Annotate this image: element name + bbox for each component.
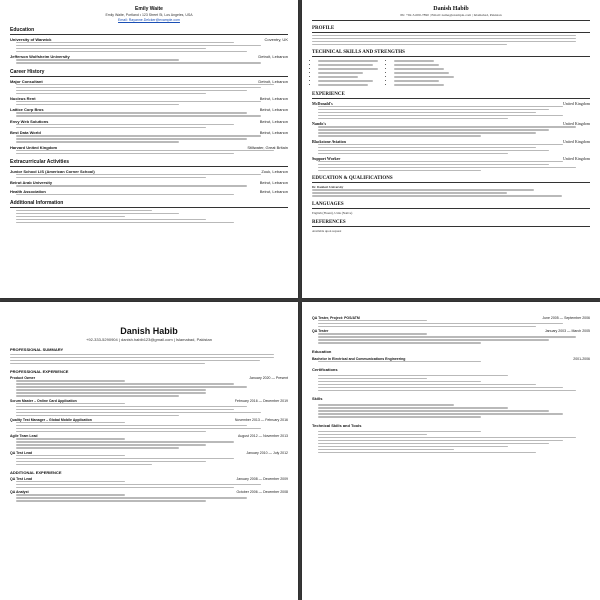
text-line	[16, 62, 261, 63]
text-line	[16, 104, 179, 105]
section-title: ADDITIONAL EXPERIENCE	[10, 470, 62, 476]
paragraph	[318, 320, 590, 327]
skills-list-left	[312, 59, 378, 87]
paragraph	[318, 333, 590, 343]
resume-page-bottom-right	[302, 302, 600, 600]
career-section	[10, 69, 288, 154]
paragraph	[16, 135, 288, 142]
text-line	[10, 357, 274, 358]
experience-section	[312, 92, 590, 171]
section-title: PROFESSIONAL EXPERIENCE	[10, 369, 69, 375]
employer-location: Stillwater, Great Britain	[247, 144, 288, 150]
job-dates: June 2005 — September 2006	[542, 316, 590, 320]
text-line	[312, 189, 534, 190]
text-line	[318, 381, 481, 382]
job-employer: McDonald's	[312, 100, 333, 106]
paragraph	[318, 106, 590, 119]
text-line	[16, 422, 125, 423]
text-line	[318, 323, 563, 324]
section-title: EXPERIENCE	[312, 92, 590, 99]
certifications-section	[312, 367, 590, 391]
education-section	[312, 176, 590, 196]
job-title: QA Test Lead	[10, 450, 33, 455]
text-line	[16, 101, 261, 102]
paragraph	[16, 403, 288, 416]
section-title: Education	[312, 348, 332, 354]
paragraph	[318, 404, 590, 417]
text-line	[16, 153, 234, 154]
text-line	[16, 112, 247, 113]
activity-location: Beirut, Lebanon	[259, 180, 288, 186]
text-line	[394, 72, 449, 73]
text-line	[16, 500, 206, 501]
paragraph	[16, 210, 288, 223]
text-line	[318, 326, 536, 327]
section-title: Career History	[10, 69, 288, 77]
experience-section	[10, 369, 288, 465]
paragraph	[318, 126, 590, 136]
resume-page-top-right	[302, 0, 600, 298]
text-line	[16, 138, 247, 139]
paragraph	[16, 174, 288, 178]
text-line	[16, 447, 179, 448]
technical-skills-section	[312, 423, 590, 453]
text-line	[318, 443, 549, 444]
education-section	[312, 349, 590, 362]
text-line	[318, 144, 563, 145]
text-line	[16, 115, 261, 116]
resume-page-bottom-left	[0, 302, 298, 600]
text-line	[16, 127, 206, 128]
paragraph	[16, 455, 288, 465]
text-line	[318, 135, 481, 136]
job-title: Product Owner	[10, 376, 36, 381]
text-line	[16, 389, 206, 390]
activity-location: Beirut, Lebanon	[259, 188, 288, 194]
extracurricular-section	[10, 159, 288, 195]
text-line	[318, 153, 508, 154]
contact-line: Emily Waite, Portland • 123 Street St, Los Angeles, USA	[105, 13, 193, 17]
text-line	[16, 185, 247, 186]
text-line	[318, 375, 508, 376]
text-line	[318, 126, 576, 127]
text-line	[318, 387, 563, 388]
employer-location: Beirut, Lebanon	[259, 96, 288, 102]
text-line	[16, 45, 261, 46]
text-line	[394, 76, 454, 77]
education-section	[10, 27, 288, 64]
text-line	[318, 129, 549, 130]
text-line	[318, 431, 481, 432]
text-line	[318, 112, 536, 113]
text-line	[318, 150, 549, 151]
text-line	[16, 380, 125, 381]
text-line	[318, 336, 576, 337]
job-title: QA Analyst	[10, 490, 29, 495]
employer-name: Lattice Corp Bros	[10, 107, 44, 113]
job-location: United Kingdom	[563, 121, 590, 127]
text-line	[16, 87, 261, 88]
section-title: PROFILE	[312, 26, 590, 33]
text-line	[10, 360, 260, 361]
languages-value: English (Fluent), Urdu (Native)	[312, 210, 353, 215]
text-line	[318, 361, 481, 362]
section-title: TECHNICAL SKILLS AND STRENGTHS	[312, 50, 590, 57]
text-line	[16, 461, 206, 462]
paragraph	[16, 194, 288, 195]
section-title: Additional Information	[10, 200, 288, 208]
job-location: United Kingdom	[563, 138, 590, 144]
text-line	[318, 115, 563, 116]
text-line	[318, 147, 536, 148]
text-line	[318, 342, 481, 343]
text-line	[318, 440, 563, 441]
text-line	[16, 59, 179, 60]
additional-section	[10, 200, 288, 223]
text-line	[16, 444, 206, 445]
text-line	[16, 415, 179, 416]
summary-section	[10, 347, 288, 364]
contact-line: +92-333-5290904 | danish.habib123@gmail.com | Islamabad, Pakistan	[86, 337, 212, 342]
employer-name: Best Data World	[10, 130, 41, 136]
text-line	[318, 413, 563, 414]
paragraph	[318, 161, 590, 171]
text-line	[318, 72, 363, 73]
school-name: University of Warwick	[10, 37, 52, 42]
text-line	[16, 406, 247, 407]
text-line	[16, 177, 206, 178]
paragraph	[16, 494, 288, 501]
paragraph	[16, 422, 288, 432]
text-line	[318, 416, 481, 417]
employer-name: Nucleus Rent	[10, 96, 36, 102]
text-line	[318, 60, 378, 61]
text-line	[16, 51, 247, 52]
text-line	[16, 48, 206, 49]
text-line	[16, 428, 261, 429]
text-line	[318, 339, 549, 340]
text-line	[318, 384, 536, 385]
text-line	[16, 481, 125, 482]
section-title: Technical Skills and Tools	[312, 422, 362, 428]
job-location: United Kingdom	[563, 100, 590, 106]
activity-name: Health Association	[10, 188, 46, 194]
text-line	[318, 84, 368, 85]
text-line	[16, 438, 125, 439]
text-line	[394, 60, 434, 61]
section-title: Skills	[312, 396, 323, 402]
text-line	[312, 38, 576, 39]
text-line	[312, 41, 576, 42]
languages-section	[312, 202, 590, 215]
employer-name: Envy Web Solutions	[10, 118, 49, 124]
text-line	[16, 392, 206, 393]
activity-location: Zouk, Lebanon	[261, 168, 288, 174]
text-line	[16, 484, 261, 485]
divider	[312, 20, 590, 21]
text-line	[318, 320, 427, 321]
paragraph	[318, 144, 590, 154]
resume-name: Emily Waite	[135, 6, 163, 12]
text-line	[394, 80, 439, 81]
text-line	[16, 458, 234, 459]
additional-experience-section	[10, 470, 288, 502]
text-line	[318, 390, 576, 391]
paragraph	[16, 185, 288, 186]
job-title: QA Tester	[312, 329, 329, 334]
section-title: LANGUAGES	[312, 202, 590, 209]
section-title: Education	[10, 27, 288, 35]
degree-dates: 2001-2006	[573, 356, 590, 361]
text-line	[318, 449, 454, 450]
text-line	[16, 174, 261, 175]
text-line	[312, 44, 507, 45]
resume-name: Danish Habib	[120, 326, 178, 336]
text-line	[318, 68, 378, 69]
text-line	[16, 42, 234, 43]
paragraph	[16, 112, 288, 116]
text-line	[318, 132, 536, 133]
degree-name: Bachelor in Electrical and Communications Engineering	[312, 356, 406, 361]
section-title: Extracurricular Activities	[10, 159, 288, 167]
text-line	[16, 150, 274, 151]
text-line	[318, 333, 427, 334]
text-line	[318, 434, 427, 435]
section-title: EDUCATION & QUALIFICATIONS	[312, 176, 590, 183]
paragraph	[318, 375, 590, 391]
activity-name: Junior School LIS (American Corner School)	[10, 168, 95, 174]
school-location: Coventry, UK	[264, 37, 288, 42]
text-line	[318, 407, 508, 408]
paragraph	[16, 438, 288, 448]
text-line	[318, 167, 576, 168]
job-title: Quality Test Manager – Global Mobile Application	[10, 417, 92, 422]
text-line	[16, 219, 206, 220]
paragraph	[16, 84, 288, 94]
paragraph	[16, 481, 288, 488]
skills-list-right	[388, 59, 454, 87]
resume-page-top-left	[0, 0, 298, 298]
paragraph	[16, 42, 288, 52]
text-line	[16, 213, 179, 214]
paragraph	[318, 431, 590, 453]
text-line	[16, 403, 125, 404]
text-line	[318, 161, 563, 162]
text-line	[16, 441, 234, 442]
text-line	[394, 64, 439, 65]
paragraph	[16, 380, 288, 396]
text-line	[318, 164, 549, 165]
job-employer: Nando's	[312, 121, 327, 127]
text-line	[16, 383, 234, 384]
text-line	[16, 455, 125, 456]
section-title: PROFESSIONAL SUMMARY	[10, 347, 64, 352]
text-line	[16, 216, 125, 217]
skills-section	[312, 50, 590, 87]
text-line	[16, 412, 261, 413]
references-section	[312, 220, 590, 233]
job-location: United Kingdom	[563, 155, 590, 161]
text-line	[312, 192, 507, 193]
job-dates: October 2006 — December 2008	[236, 490, 288, 495]
text-line	[318, 378, 427, 379]
text-line	[318, 106, 563, 107]
section-title: Certifications	[312, 367, 338, 373]
job-dates: February 2016 — December 2019	[234, 398, 288, 403]
job-employer: Blackstone Aviation	[312, 138, 346, 144]
text-line	[10, 354, 274, 355]
section-title: REFERENCES	[312, 220, 590, 227]
paragraph	[16, 59, 288, 63]
job-dates: January 2003 — March 2005	[544, 329, 590, 334]
employer-location: Beirut, Lebanon	[259, 118, 288, 124]
job-title: QA Tester, Project: POS/ATM	[312, 316, 360, 320]
text-line	[318, 76, 358, 77]
job-title: Scrum Master – Online Card Application	[10, 398, 77, 403]
job-employer: Support Worker	[312, 155, 341, 161]
paragraph	[312, 35, 590, 45]
text-line	[16, 141, 179, 142]
paragraph	[16, 101, 288, 105]
email-link[interactable]: Email: Rayanne.Delcker@example.com	[118, 18, 180, 22]
text-line	[16, 124, 234, 125]
employer-location: Beirut, Lebanon	[259, 107, 288, 113]
text-line	[318, 80, 373, 81]
job-dates: November 2013 — February 2016	[234, 417, 288, 422]
paragraph	[10, 354, 288, 364]
paragraph	[312, 189, 590, 196]
text-line	[318, 404, 454, 405]
text-line	[318, 109, 549, 110]
text-line	[16, 90, 247, 91]
text-line	[16, 395, 179, 396]
text-line	[16, 494, 125, 495]
job-dates: January 2020 — Present	[249, 376, 288, 381]
text-line	[16, 84, 274, 85]
text-line	[16, 194, 234, 195]
paragraph	[16, 150, 288, 154]
text-line	[318, 410, 549, 411]
references-value: Available upon request	[312, 228, 342, 233]
text-line	[16, 222, 234, 223]
text-line	[318, 446, 508, 447]
text-line	[16, 386, 247, 387]
paragraph	[16, 124, 288, 128]
text-line	[318, 170, 481, 171]
text-line	[312, 35, 576, 36]
employer-name: Major Consultant	[10, 78, 43, 84]
skills-section	[312, 396, 590, 417]
text-line	[16, 464, 152, 465]
job-dates: January 2010 — July 2012	[246, 450, 288, 455]
text-line	[312, 195, 562, 196]
text-line	[318, 437, 576, 438]
resume-name: Danish Habib	[433, 6, 469, 12]
school-name: Dr. Danbert University	[312, 185, 344, 190]
text-line	[16, 487, 234, 488]
text-line	[10, 363, 205, 364]
text-line	[16, 93, 206, 94]
contact-line: Ph: +92-3-000-7890 | Email: name@example.com | Islamabad, Pakistan	[400, 13, 502, 17]
job-dates: January 2008 — December 2009	[236, 477, 288, 482]
job-dates: August 2012 — November 2013	[237, 434, 288, 439]
profile-section	[312, 26, 590, 45]
text-line	[318, 452, 536, 453]
activity-name: Beirut Arab University	[10, 180, 53, 186]
text-line	[16, 431, 206, 432]
school-name: Jefferson Wolfsheim University	[10, 54, 70, 60]
job-title: QA Test Lead	[10, 477, 33, 482]
text-line	[16, 425, 247, 426]
employer-location: Detroit, Lebanon	[258, 78, 288, 84]
school-location: Detroit, Lebanon	[258, 54, 288, 60]
text-line	[16, 409, 234, 410]
text-line	[16, 135, 261, 136]
text-line	[318, 64, 373, 65]
text-line	[318, 118, 508, 119]
text-line	[394, 84, 444, 85]
job-title: Agile Team Lead	[10, 434, 38, 439]
skills-columns	[312, 59, 590, 87]
text-line	[16, 210, 152, 211]
employer-name: Harvard United Kingdom	[10, 144, 58, 150]
employer-location: Beirut, Lebanon	[259, 130, 288, 136]
paragraph	[318, 361, 590, 362]
text-line	[16, 497, 247, 498]
text-line	[394, 68, 444, 69]
